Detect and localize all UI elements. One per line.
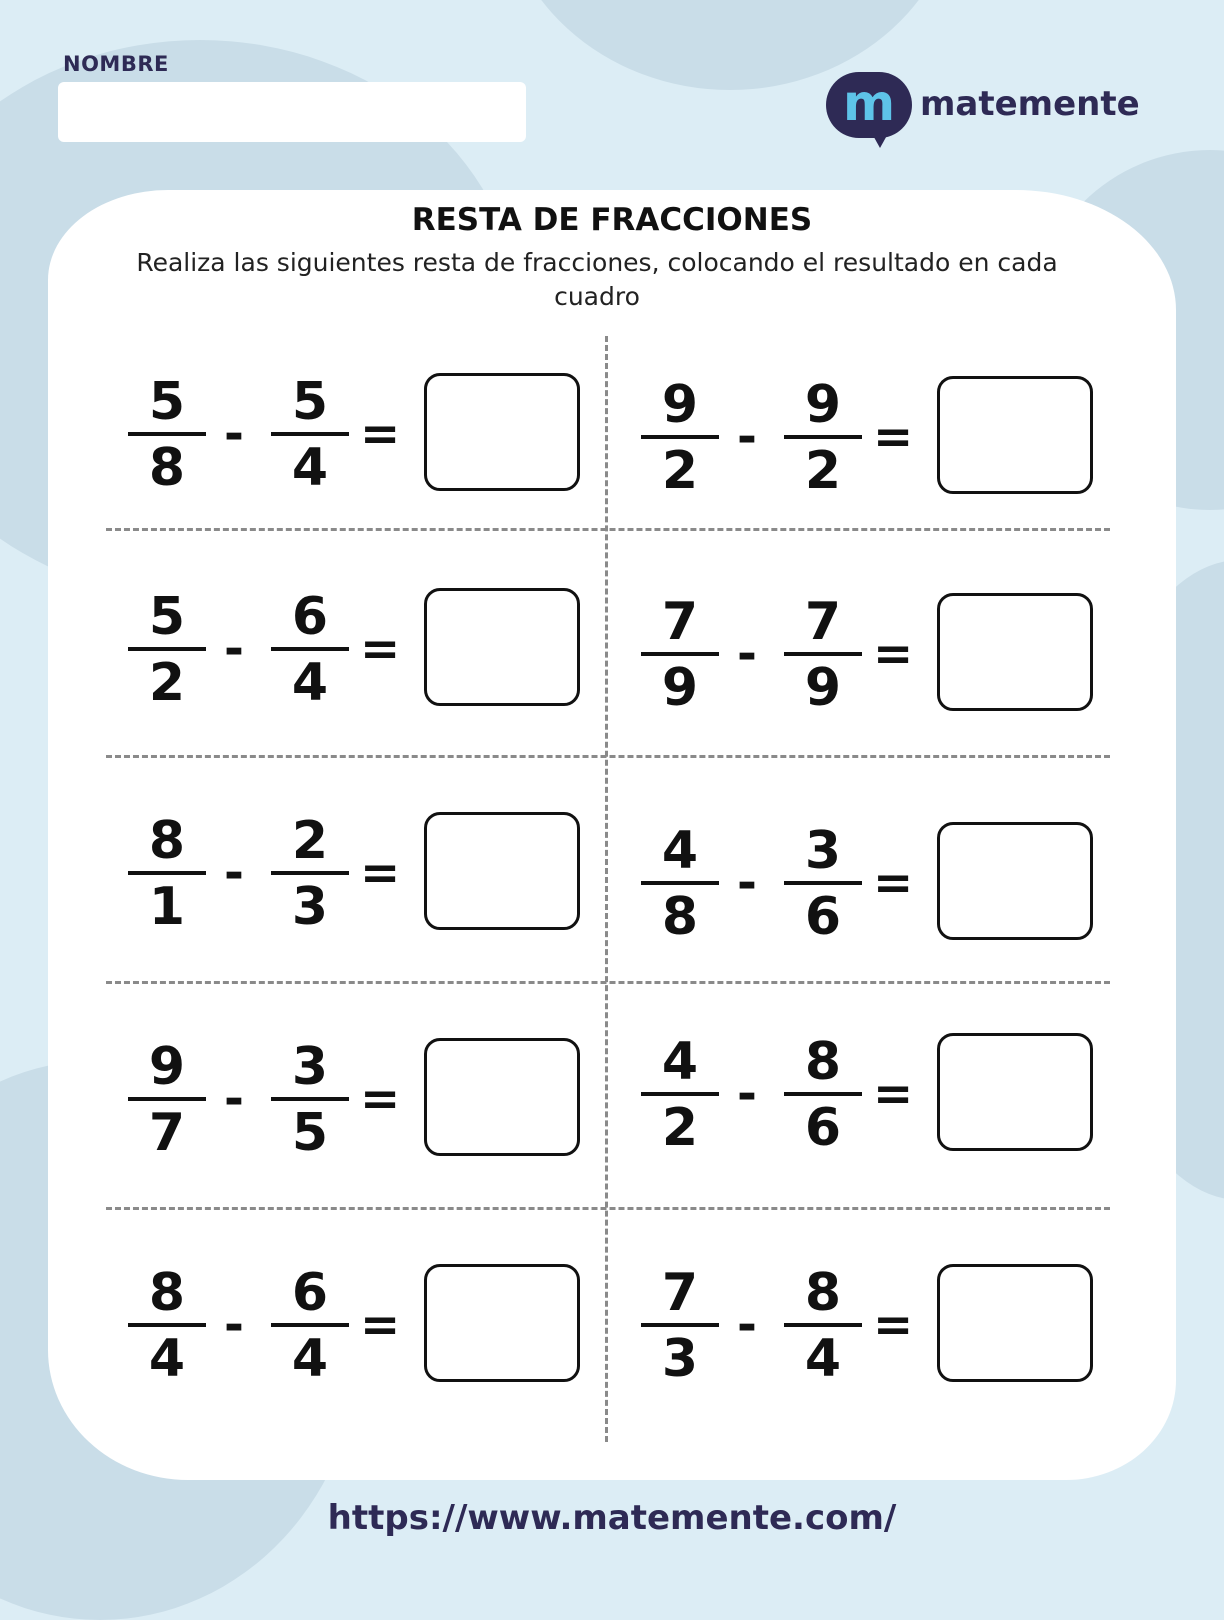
numerator: 6 [291,1263,329,1323]
minus-sign: - [224,1297,244,1353]
first-fraction [641,1261,719,1391]
denominator: 2 [148,653,186,713]
subtraction-problem [128,370,628,500]
denominator: 4 [291,1329,329,1389]
minus-sign: - [737,1066,757,1122]
subtraction-problem [128,585,628,715]
denominator: 5 [291,1103,329,1163]
first-fraction [641,590,719,720]
logo [826,72,1146,152]
numerator: 7 [661,1263,699,1323]
page-title: RESTA DE FRACCIONES [411,202,813,238]
second-fraction [784,373,862,503]
answer-box[interactable] [424,588,580,706]
second-fraction [784,1030,862,1160]
answer-box[interactable] [937,1033,1093,1151]
minus-sign: - [224,406,244,462]
answer-box[interactable] [937,822,1093,940]
numerator: 2 [291,811,329,871]
fraction-bar [641,881,719,885]
first-fraction [128,1035,206,1165]
numerator: 5 [148,372,186,432]
second-fraction [271,370,349,500]
denominator: 3 [661,1329,699,1389]
minus-sign: - [737,855,757,911]
subtraction-problem [641,1030,1141,1160]
fraction-bar [128,1097,206,1101]
footer-url: https://www.matemente.com/ [327,1498,897,1538]
denominator: 7 [148,1103,186,1163]
minus-sign: - [224,621,244,677]
fraction-bar [271,647,349,651]
denominator: 3 [291,877,329,937]
denominator: 6 [804,1098,842,1158]
fraction-bar [271,432,349,436]
denominator: 2 [661,441,699,501]
fraction-bar [641,652,719,656]
numerator: 7 [804,592,842,652]
denominator: 1 [148,877,186,937]
answer-box[interactable] [937,1264,1093,1382]
answer-box[interactable] [424,812,580,930]
equals-sign: = [873,409,914,465]
denominator: 6 [804,887,842,947]
answer-box[interactable] [424,373,580,491]
fraction-bar [128,871,206,875]
row-divider [106,528,1110,531]
numerator: 8 [804,1032,842,1092]
denominator: 2 [661,1098,699,1158]
numerator: 5 [148,587,186,647]
fraction-bar [641,435,719,439]
numerator: 9 [148,1037,186,1097]
fraction-bar [271,1097,349,1101]
minus-sign: - [737,626,757,682]
equals-sign: = [360,845,401,901]
minus-sign: - [737,1297,757,1353]
numerator: 5 [291,372,329,432]
denominator: 4 [148,1329,186,1389]
minus-sign: - [737,409,757,465]
instructions: Realiza las siguientes resta de fracciones, colocando el resultado en cada cuadro [136,248,1058,311]
numerator: 3 [291,1037,329,1097]
numerator: 9 [661,375,699,435]
first-fraction [128,1261,206,1391]
name-field[interactable] [58,82,526,142]
fraction-bar [128,647,206,651]
subtraction-problem [128,1035,628,1165]
equals-sign: = [873,1066,914,1122]
denominator: 4 [804,1329,842,1389]
second-fraction [784,590,862,720]
fraction-bar [128,1323,206,1327]
numerator: 4 [661,1032,699,1092]
equals-sign: = [360,1297,401,1353]
second-fraction [271,1261,349,1391]
fraction-bar [784,435,862,439]
fraction-bar [784,1092,862,1096]
fraction-bar [271,871,349,875]
fraction-bar [128,432,206,436]
subtraction-problem [641,819,1141,949]
first-fraction [641,819,719,949]
numerator: 7 [661,592,699,652]
fraction-bar [784,652,862,656]
fraction-bar [641,1323,719,1327]
numerator: 9 [804,375,842,435]
denominator: 2 [804,441,842,501]
numerator: 8 [148,1263,186,1323]
equals-sign: = [873,855,914,911]
denominator: 4 [291,653,329,713]
denominator: 9 [804,658,842,718]
first-fraction [641,373,719,503]
second-fraction [271,585,349,715]
first-fraction [128,370,206,500]
denominator: 9 [661,658,699,718]
numerator: 4 [661,821,699,881]
equals-sign: = [360,1071,401,1127]
fraction-bar [641,1092,719,1096]
numerator: 3 [804,821,842,881]
answer-box[interactable] [424,1264,580,1382]
denominator: 8 [661,887,699,947]
fraction-bar [271,1323,349,1327]
minus-sign: - [224,845,244,901]
second-fraction [271,1035,349,1165]
numerator: 8 [148,811,186,871]
minus-sign: - [224,1071,244,1127]
second-fraction [784,819,862,949]
answer-box[interactable] [937,593,1093,711]
equals-sign: = [873,626,914,682]
second-fraction [784,1261,862,1391]
row-divider [106,981,1110,984]
fraction-bar [784,881,862,885]
logo-wordmark: matemente [920,84,1140,124]
row-divider [106,755,1110,758]
first-fraction [128,809,206,939]
name-label: NOMBRE [63,52,169,76]
numerator: 6 [291,587,329,647]
denominator: 4 [291,438,329,498]
subtraction-problem [128,809,628,939]
answer-box[interactable] [937,376,1093,494]
first-fraction [128,585,206,715]
fraction-bar [784,1323,862,1327]
equals-sign: = [873,1297,914,1353]
row-divider [106,1207,1110,1210]
numerator: 8 [804,1263,842,1323]
first-fraction [641,1030,719,1160]
subtraction-problem [641,590,1141,720]
second-fraction [271,809,349,939]
answer-box[interactable] [424,1038,580,1156]
equals-sign: = [360,406,401,462]
subtraction-problem [641,373,1141,503]
logo-letter: m [842,74,896,132]
equals-sign: = [360,621,401,677]
subtraction-problem [641,1261,1141,1391]
subtraction-problem [128,1261,628,1391]
denominator: 8 [148,438,186,498]
